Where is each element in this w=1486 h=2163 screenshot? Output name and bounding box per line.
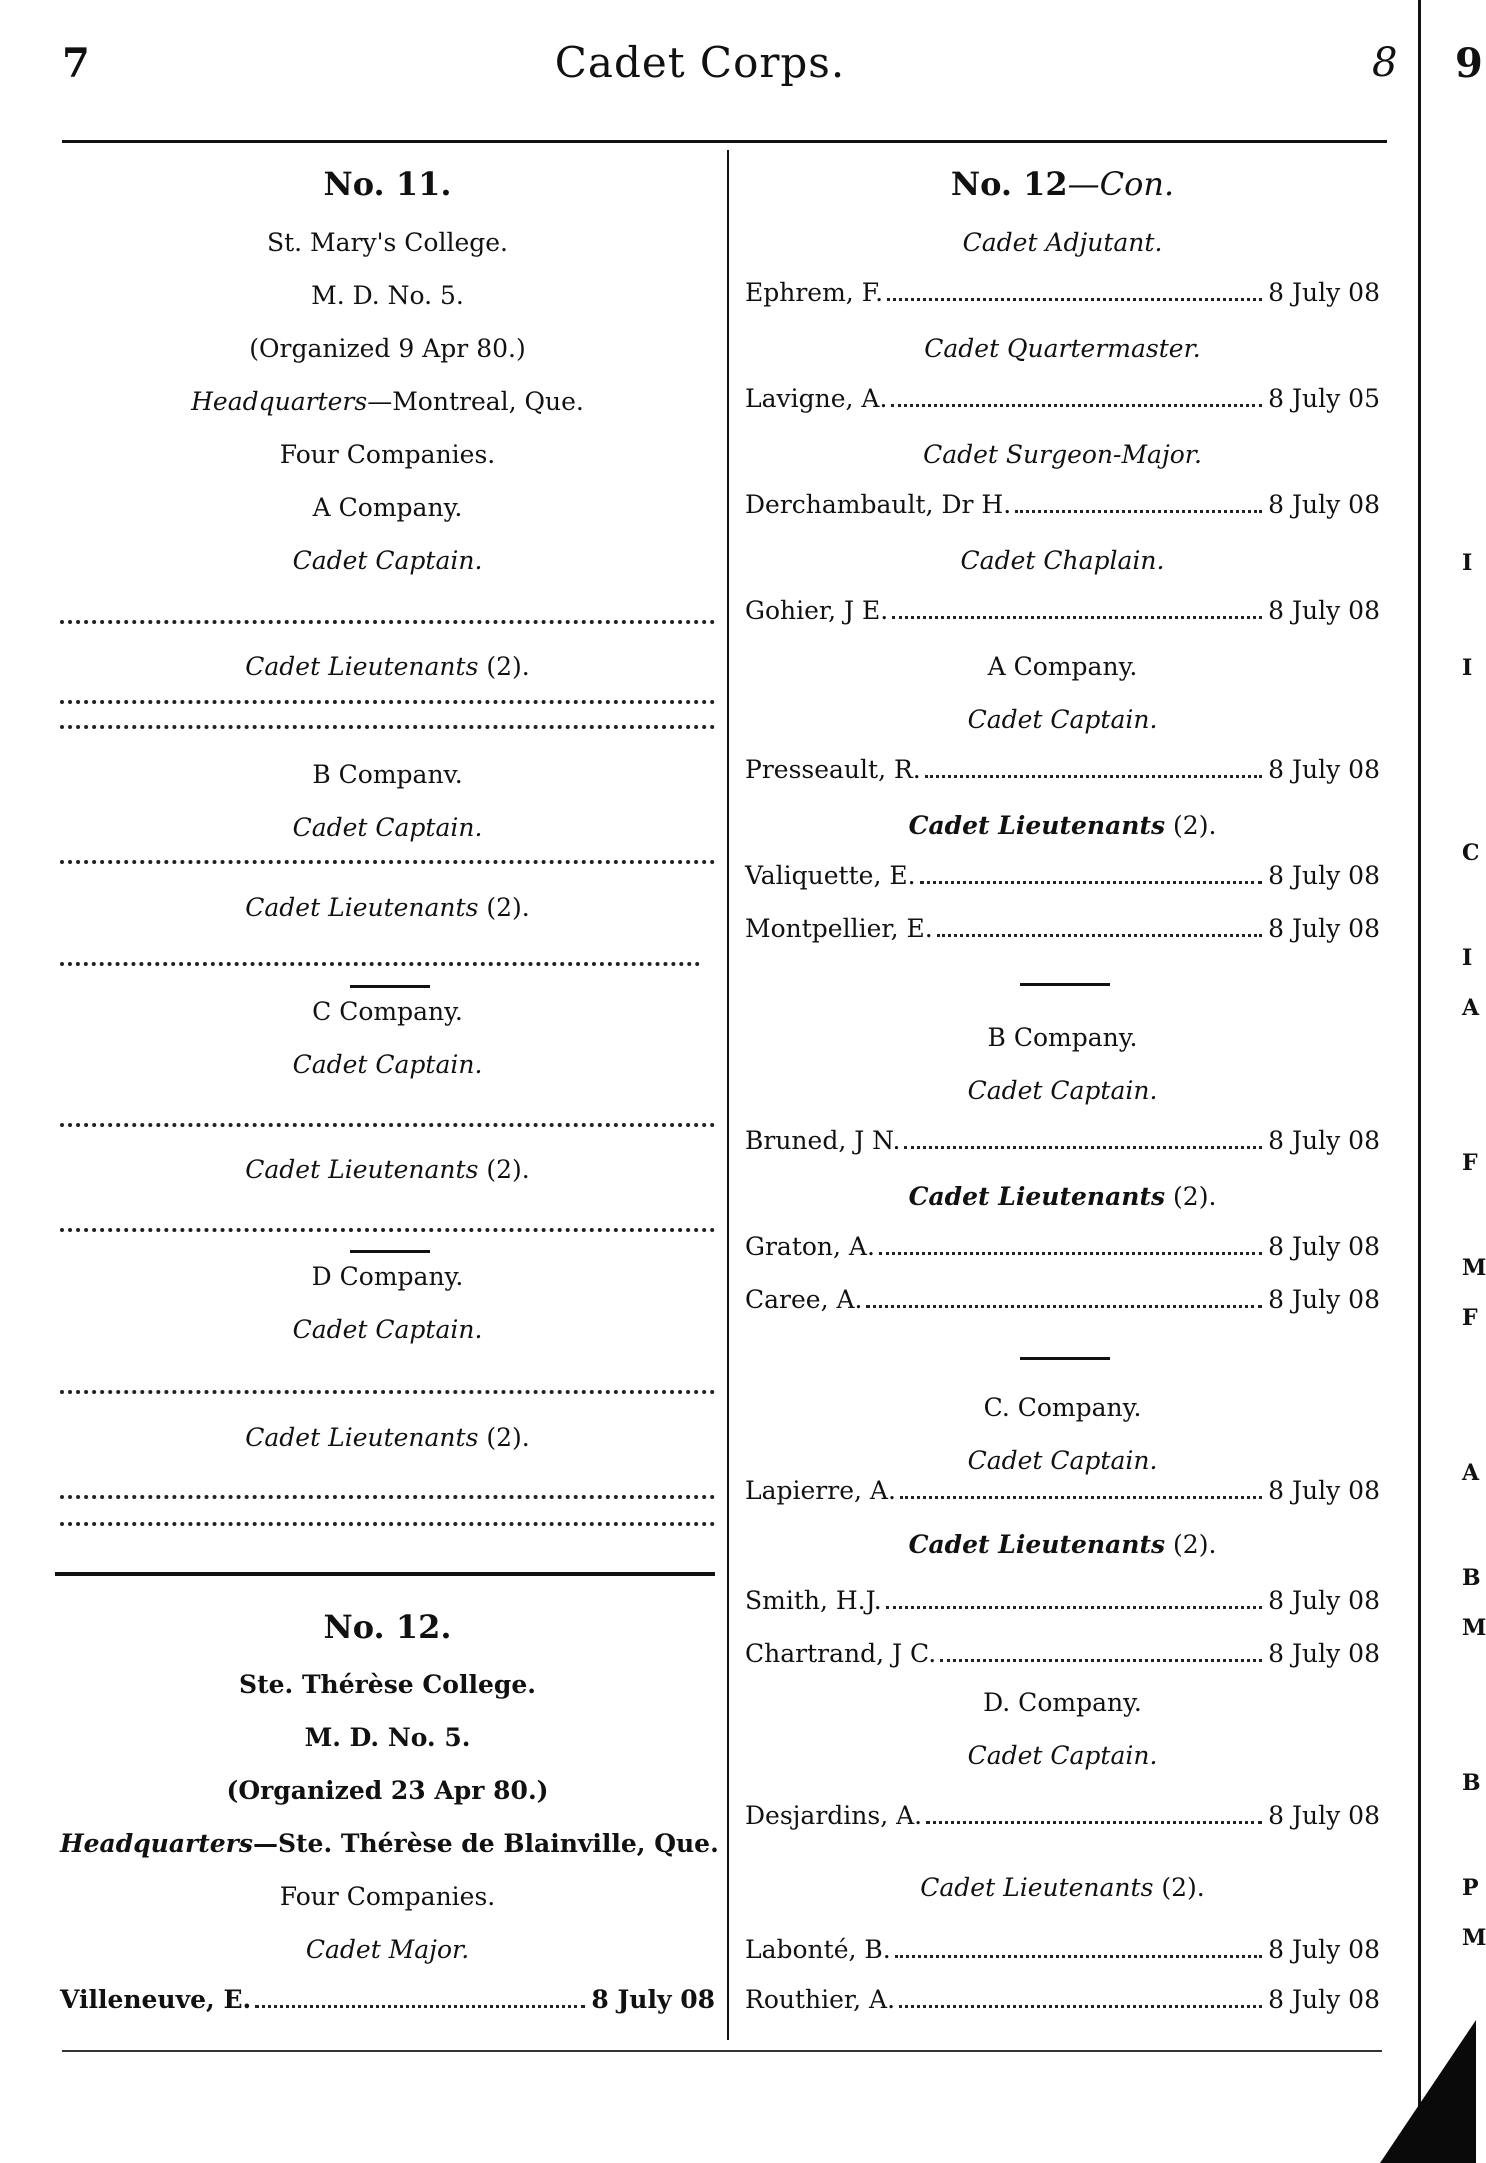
- lt-label: Cadet Lieutenants: [908, 811, 1166, 840]
- bottom-rule: [62, 2050, 1382, 2052]
- lt-count: (2).: [478, 1155, 530, 1184]
- no11-c-company: C Company.: [312, 997, 463, 1026]
- quartermaster-label: Cadet Quartermaster.: [924, 334, 1201, 363]
- margin-letter: B: [1462, 1770, 1481, 1796]
- entry-name: Labonté, B.: [745, 1935, 891, 1964]
- separator-rule: [350, 985, 430, 988]
- blank-entry: [60, 1123, 715, 1127]
- entry-name: Gohier, J E.: [745, 596, 889, 625]
- no12-major-label: Cadet Major.: [305, 1935, 470, 1964]
- b-company-heading: B Company.: [987, 1023, 1138, 1052]
- leader-dots: [940, 1659, 1262, 1662]
- entry-name: Valiquette, E.: [745, 861, 916, 890]
- leader-dots: [895, 1955, 1262, 1958]
- d-company-heading: D. Company.: [983, 1688, 1142, 1717]
- margin-letter: M: [1462, 1925, 1486, 1951]
- b-captain-label: Cadet Captain.: [967, 1076, 1158, 1105]
- page-edge: [1418, 0, 1421, 2163]
- separator-rule: [1020, 1357, 1110, 1360]
- page-title: Cadet Corps.: [554, 38, 846, 87]
- lt-label: Cadet Lieutenants: [245, 893, 479, 922]
- no11-heading: No. 11.: [323, 165, 452, 203]
- entry-date: 8 July 08: [1268, 1985, 1380, 2014]
- entry-name: Montpellier, E.: [745, 914, 933, 943]
- lt-label: Cadet Lieutenants: [245, 652, 479, 681]
- entry-presseault: [745, 755, 1380, 784]
- page-number-left: 7: [62, 40, 90, 87]
- leader-dots: [886, 1606, 1262, 1609]
- lt-count: (2).: [1165, 1182, 1217, 1211]
- leader-dots: [879, 1252, 1262, 1255]
- entry-date: 8 July 08: [1268, 1232, 1380, 1261]
- d-captain-label: Cadet Captain.: [967, 1741, 1158, 1770]
- no11-a-captain-label: Cadet Captain.: [292, 546, 483, 575]
- entry-labonte: [745, 1935, 1380, 1964]
- entry-montpellier: [745, 914, 1380, 943]
- blank-entry: [60, 1495, 715, 1499]
- no11-c-captain-label: Cadet Captain.: [292, 1050, 483, 1079]
- leader-dots: [920, 881, 1263, 884]
- no12-con-heading: [745, 165, 1380, 203]
- c-company-heading: C. Company.: [983, 1393, 1142, 1422]
- a-lieutenants-label: [745, 811, 1380, 840]
- margin-letter: F: [1462, 1150, 1478, 1176]
- entry-date: 8 July 08: [1268, 490, 1380, 519]
- entry-chartrand: [745, 1639, 1380, 1668]
- entry-date: 8 July 08: [1268, 1586, 1380, 1615]
- entry-date: 8 July 08: [1268, 1285, 1380, 1314]
- no12-college: Ste. Thérèse College.: [239, 1670, 536, 1699]
- lt-label: Cadet Lieutenants: [920, 1873, 1154, 1902]
- lt-count: (2).: [1165, 1530, 1217, 1559]
- chaplain-label: Cadet Chaplain.: [960, 546, 1165, 575]
- margin-letter: A: [1462, 1460, 1480, 1486]
- entry-name: Lavigne, A.: [745, 384, 888, 413]
- entry-date: 8 July 08: [1268, 1801, 1380, 1830]
- no11-companies: Four Companies.: [279, 440, 496, 469]
- entry-name: Routhier, A.: [745, 1985, 896, 2014]
- blank-entry: [60, 1522, 715, 1526]
- entry-name: Ephrem, F.: [745, 278, 884, 307]
- margin-letter: I: [1462, 655, 1473, 681]
- blank-entry: [60, 860, 715, 864]
- leader-dots: [891, 404, 1262, 407]
- entry-lavigne: [745, 384, 1380, 413]
- separator-rule: [1020, 983, 1110, 986]
- entry-gohier: [745, 596, 1380, 625]
- no11-college: St. Mary's College.: [266, 228, 508, 257]
- hq-value: —Montreal, Que.: [367, 387, 584, 416]
- no11-d-lieutenants-label: [60, 1423, 715, 1452]
- hq-value: —Ste. Thérèse de Blainville, Que.: [252, 1829, 719, 1858]
- margin-letter: F: [1462, 1305, 1478, 1331]
- no11-a-company: A Company.: [312, 493, 463, 522]
- margin-letter: M: [1462, 1255, 1486, 1281]
- margin-letter: I: [1462, 945, 1473, 971]
- entry-caree: [745, 1285, 1380, 1314]
- margin-letter: B: [1462, 1565, 1481, 1591]
- column-divider: [727, 150, 729, 2040]
- entry-ephrem: [745, 278, 1380, 307]
- no12-companies: Four Companies.: [279, 1882, 496, 1911]
- entry-name: Bruned, J N.: [745, 1126, 901, 1155]
- entry-date: 8 July 05: [1268, 384, 1380, 413]
- entry-valiquette: [745, 861, 1380, 890]
- entry-name: Desjardins, A.: [745, 1801, 923, 1830]
- heading-text: No. 12: [950, 165, 1068, 203]
- no11-b-captain-label: Cadet Captain.: [292, 813, 483, 842]
- entry-name: Villeneuve, E.: [60, 1985, 252, 2014]
- entry-date: 8 July 08: [1268, 1476, 1380, 1505]
- entry-smith: [745, 1586, 1380, 1615]
- leader-dots: [899, 2005, 1262, 2008]
- no12-heading: No. 12.: [323, 1608, 452, 1646]
- entry-date: 8 July 08: [1268, 278, 1380, 307]
- surgeon-label: Cadet Surgeon-Major.: [923, 440, 1202, 469]
- blank-entry: [60, 700, 715, 704]
- leader-dots: [887, 298, 1262, 301]
- no11-headquarters: [60, 387, 715, 416]
- no11-d-company: D Company.: [311, 1262, 464, 1291]
- entry-name: Presseault, R.: [745, 755, 921, 784]
- leader-dots: [866, 1305, 1262, 1308]
- no11-c-lieutenants-label: [60, 1155, 715, 1184]
- margin-letter: A: [1462, 995, 1480, 1021]
- blank-entry: [60, 1228, 715, 1232]
- a-captain-label: Cadet Captain.: [967, 705, 1158, 734]
- entry-graton: [745, 1232, 1380, 1261]
- entry-date: 8 July 08: [1268, 755, 1380, 784]
- entry-date: 8 July 08: [1268, 596, 1380, 625]
- no12-organized: (Organized 23 Apr 80.): [226, 1776, 549, 1805]
- lt-label: Cadet Lieutenants: [908, 1530, 1166, 1559]
- entry-name: Graton, A.: [745, 1232, 875, 1261]
- no11-b-company: B Companv.: [312, 760, 463, 789]
- hq-label: Headquarters: [60, 1829, 253, 1858]
- lt-count: (2).: [1153, 1873, 1205, 1902]
- entry-name: Derchambault, Dr H.: [745, 490, 1012, 519]
- lt-label: Cadet Lieutenants: [908, 1182, 1166, 1211]
- entry-derchambault: [745, 490, 1380, 519]
- margin-letter: I: [1462, 550, 1473, 576]
- lt-count: (2).: [478, 1423, 530, 1452]
- leader-dots: [900, 1496, 1262, 1499]
- header-rule: [62, 140, 1387, 143]
- no11-d-captain-label: Cadet Captain.: [292, 1315, 483, 1344]
- c-lieutenants-label: [745, 1530, 1380, 1559]
- leader-dots: [892, 616, 1262, 619]
- hq-label: Headquarters: [191, 387, 368, 416]
- a-company-heading: A Company.: [987, 652, 1138, 681]
- no11-b-lieutenants-label: [60, 893, 715, 922]
- entry-date: 8 July 08: [1268, 1639, 1380, 1668]
- no12-md: M. D. No. 5.: [304, 1723, 471, 1752]
- lt-label: Cadet Lieutenants: [245, 1155, 479, 1184]
- entry-date: 8 July 08: [1268, 1126, 1380, 1155]
- blank-entry: [60, 620, 715, 624]
- leader-dots: [937, 934, 1262, 937]
- page-number-next: 9: [1455, 40, 1483, 87]
- entry-date: 8 July 08: [591, 1985, 715, 2014]
- entry-date: 8 July 08: [1268, 914, 1380, 943]
- c-captain-label: Cadet Captain.: [967, 1446, 1158, 1475]
- no12-headquarters: [60, 1829, 719, 1858]
- lt-count: (2).: [478, 652, 530, 681]
- leader-dots: [926, 1821, 1262, 1824]
- leader-dots: [1015, 510, 1262, 513]
- section-rule: [55, 1572, 715, 1576]
- margin-letter: C: [1462, 840, 1480, 866]
- blank-entry: [60, 725, 715, 729]
- b-lieutenants-label: [745, 1182, 1380, 1211]
- entry-date: 8 July 08: [1268, 1935, 1380, 1964]
- lt-count: (2).: [1165, 811, 1217, 840]
- margin-letter: P: [1462, 1875, 1479, 1901]
- page-number-right: 8: [1372, 40, 1398, 86]
- leader-dots: [925, 775, 1262, 778]
- no11-organized: (Organized 9 Apr 80.): [249, 334, 526, 363]
- blank-entry: [60, 962, 700, 966]
- lt-count: (2).: [478, 893, 530, 922]
- separator-rule: [350, 1250, 430, 1253]
- entry-lapierre: [745, 1476, 1380, 1505]
- adjutant-label: Cadet Adjutant.: [962, 228, 1163, 257]
- page-corner-shadow: [1380, 2020, 1476, 2163]
- leader-dots: [904, 1146, 1262, 1149]
- leader-dots: [255, 2005, 585, 2008]
- margin-letter: M: [1462, 1615, 1486, 1641]
- entry-name: Lapierre, A.: [745, 1476, 896, 1505]
- entry-name: Smith, H.J.: [745, 1586, 882, 1615]
- heading-suffix: —Con.: [1067, 165, 1175, 203]
- entry-desjardins: [745, 1801, 1380, 1830]
- lt-label: Cadet Lieutenants: [245, 1423, 479, 1452]
- no11-md: M. D. No. 5.: [311, 281, 464, 310]
- entry-bruned: [745, 1126, 1380, 1155]
- entry-routhier: [745, 1985, 1380, 2014]
- entry-date: 8 July 08: [1268, 861, 1380, 890]
- d-lieutenants-label: [745, 1873, 1380, 1902]
- entry-name: Caree, A.: [745, 1285, 863, 1314]
- no11-a-lieutenants-label: [60, 652, 715, 681]
- entry-name: Chartrand, J C.: [745, 1639, 937, 1668]
- entry-villeneuve: [60, 1985, 715, 2014]
- blank-entry: [60, 1390, 715, 1394]
